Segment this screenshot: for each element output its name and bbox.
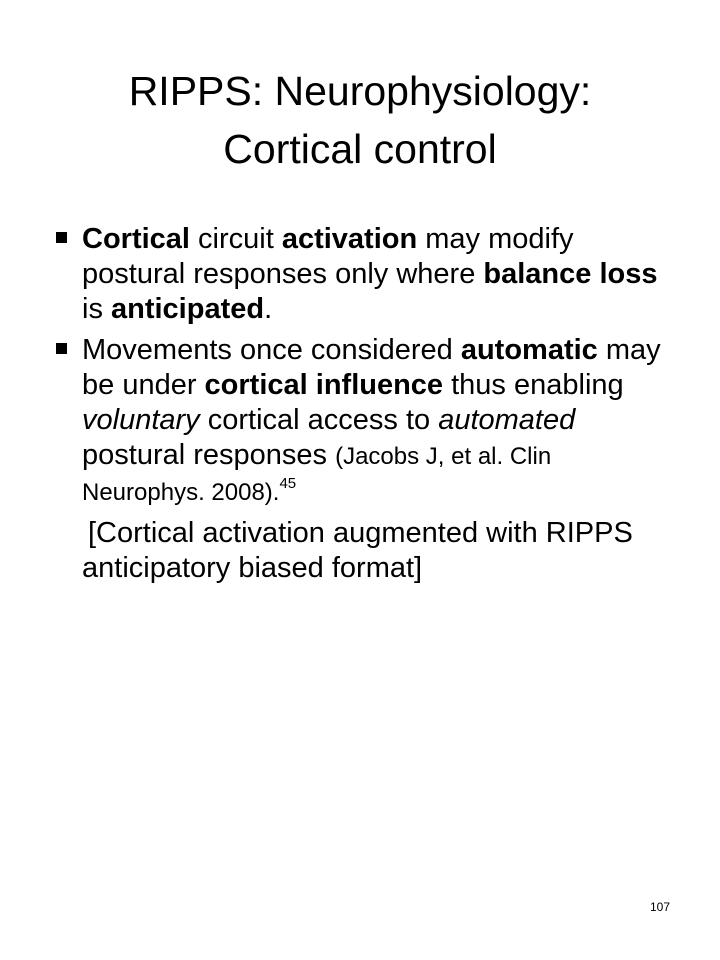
- italic-text: automated: [438, 404, 576, 436]
- emphasis: balance loss: [483, 258, 658, 290]
- citation: (Jacobs J, et al. Clin Neurophys. 2008).: [82, 443, 552, 506]
- text-run: may be under: [82, 334, 661, 401]
- text-run: .: [264, 293, 273, 325]
- text-run: cortical access to: [199, 404, 439, 436]
- bullet-item-cortical-activation: [56, 222, 676, 327]
- emphasis: cortical influence: [204, 369, 444, 401]
- text-run: circuit: [189, 223, 282, 255]
- text-run: may modify postural responses only where: [82, 223, 574, 290]
- emphasis: automatic: [460, 334, 598, 366]
- emphasis: activation: [281, 223, 418, 255]
- text-run: Movements once considered: [82, 334, 461, 366]
- emphasis: Cortical: [82, 223, 190, 255]
- bullet-text: [82, 334, 661, 507]
- title-line-2: Cortical control: [223, 126, 497, 172]
- bullet-item-automatic-movements: [56, 333, 676, 510]
- emphasis: anticipated: [111, 293, 265, 325]
- italic-text: voluntary: [82, 404, 200, 436]
- slide-title: [40, 62, 680, 178]
- square-bullet-icon: [56, 343, 67, 354]
- bracketed-note: [Cortical activation augmented with RIPPS anticipatory biased format]: [82, 517, 633, 584]
- bullet-list: [56, 222, 676, 586]
- title-line-1: RIPPS: Neurophysiology:: [128, 68, 592, 114]
- footnote-reference: 45: [279, 475, 297, 492]
- bullet-text: [82, 223, 657, 325]
- text-run: thus enabling: [443, 369, 624, 401]
- page-number: 107: [649, 900, 670, 914]
- text-run: is: [82, 293, 111, 325]
- square-bullet-icon: [56, 232, 67, 243]
- text-run: postural responses: [82, 439, 336, 471]
